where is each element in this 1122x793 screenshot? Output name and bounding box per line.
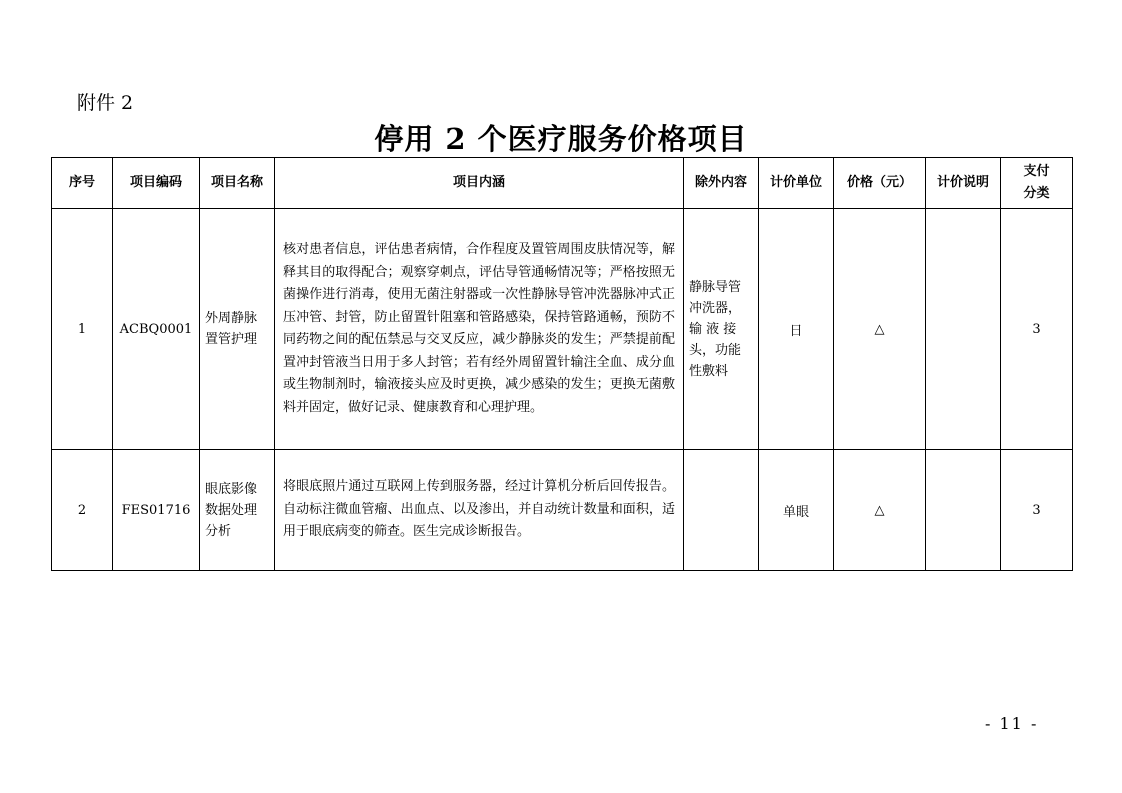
- cell-note: [926, 450, 1001, 571]
- header-payment: [1001, 158, 1073, 209]
- cell-seq: 2: [52, 450, 113, 571]
- cell-seq: 1: [52, 209, 113, 450]
- cell-exclusions: 静脉导管冲洗器，输 液 接头，功能性敷料: [684, 209, 759, 450]
- page-title: 停用 2 个医疗服务价格项目: [374, 122, 748, 156]
- cell-note: [926, 209, 1001, 450]
- cell-unit: 单眼: [759, 450, 834, 571]
- header-content: 项目内涵: [275, 158, 684, 209]
- header-name: 项目名称: [200, 158, 275, 209]
- table-row: [52, 450, 1073, 571]
- cell-content: 将眼底照片通过互联网上传到服务器，经过计算机分析后回传报告。自动标注微血管瘤、出血点、以及渗出，并自动统计数量和面积，适用于眼底病变的筛查。医生完成诊断报告。: [275, 450, 684, 571]
- header-unit: 计价单位: [759, 158, 834, 209]
- cell-price: △: [834, 209, 926, 450]
- cell-payment: 3: [1001, 450, 1073, 571]
- price-items-table: [51, 157, 1073, 571]
- cell-payment: 3: [1001, 209, 1073, 450]
- cell-content: 核对患者信息，评估患者病情，合作程度及置管周围皮肤情况等，解释其目的取得配合；观察穿刺点，评估导管通畅情况等；严格按照无菌操作进行消毒，使用无菌注射器或一次性静脉导管冲洗器脉冲式正压冲管、封管，防止留置针阻塞和管路感染，保持管路通畅，预防不同药物之间的配伍禁忌与交叉反应，减少静脉炎的发生；严禁提前配置冲封管液当日用于多人封管；若有经外周留置针输注全血、成分血或生物制剂时，输液接头应及时更换，减少感染的发生；更换无菌敷料并固定，做好记录、健康教育和心理护理。: [275, 209, 684, 450]
- cell-unit: 日: [759, 209, 834, 450]
- header-price: 价格（元）: [834, 158, 926, 209]
- table-header-row: [52, 158, 1073, 209]
- header-payment-line1: 支付: [1023, 164, 1050, 179]
- header-seq: 序号: [52, 158, 113, 209]
- header-code: 项目编码: [113, 158, 200, 209]
- cell-code: FES01716: [113, 450, 200, 571]
- cell-price: △: [834, 450, 926, 571]
- page-number: - 11 -: [985, 714, 1039, 733]
- attachment-label: 附件 2: [77, 92, 134, 114]
- cell-code: ACBQ0001: [113, 209, 200, 450]
- header-note: 计价说明: [926, 158, 1001, 209]
- cell-name: 眼底影像数据处理分析: [200, 450, 275, 571]
- cell-exclusions: [684, 450, 759, 571]
- header-exclusions: 除外内容: [684, 158, 759, 209]
- header-payment-line2: 分类: [1023, 186, 1050, 201]
- table-row: [52, 209, 1073, 450]
- cell-name: 外周静脉置管护理: [200, 209, 275, 450]
